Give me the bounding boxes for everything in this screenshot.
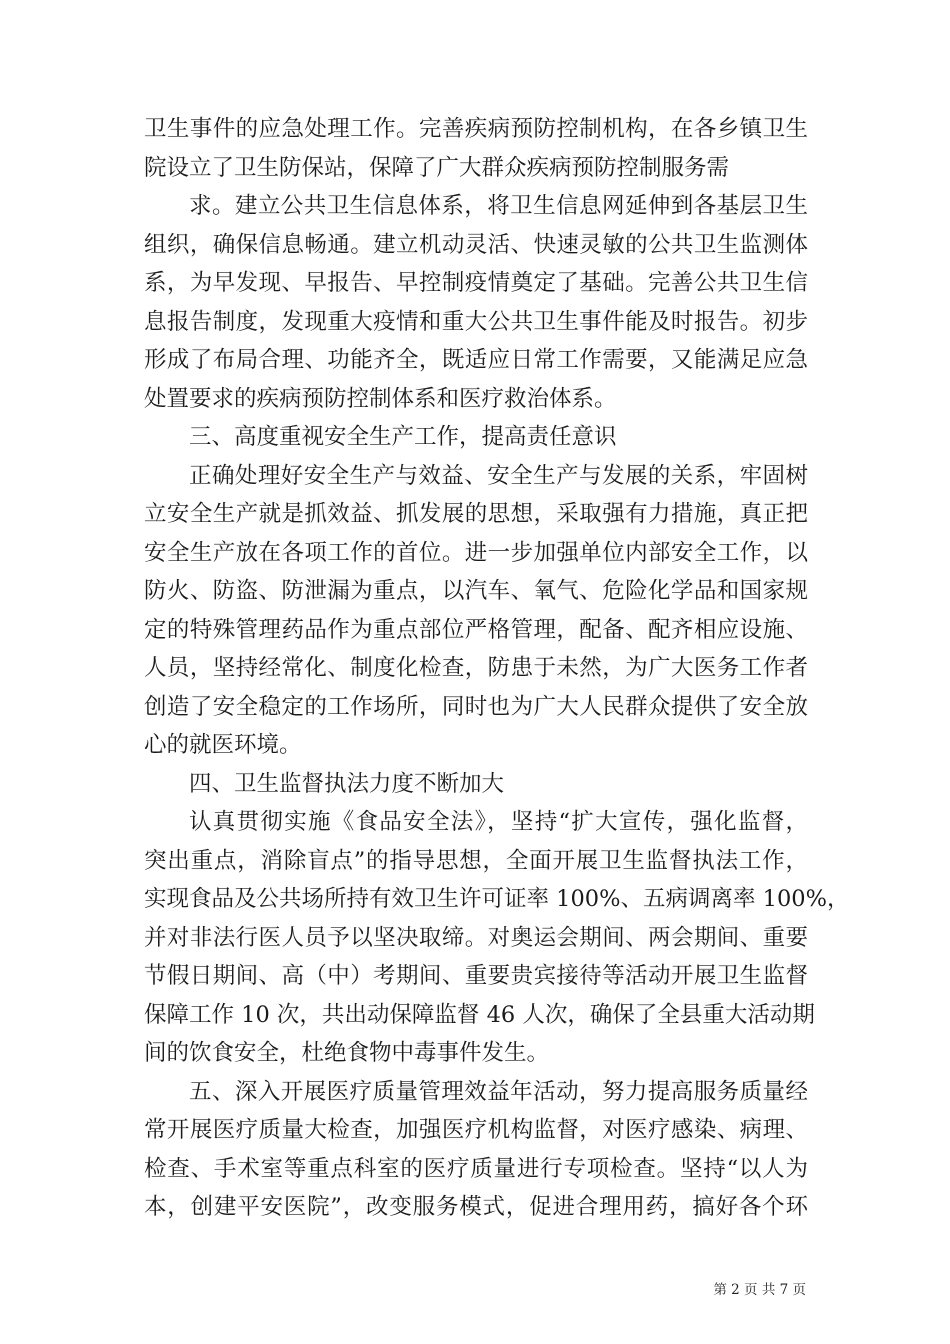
text-line: 实现食品及公共场所持有效卫生许可证率 100%、五病调离率 100%， (144, 886, 850, 912)
text-line: 处置要求的疾病预防控制体系和医疗救治体系。 (144, 385, 617, 412)
text-line: 并对非法行医人员予以坚决取缔。对奥运会期间、两会期间、重要 (144, 924, 808, 951)
text-line: 认真贯彻实施《食品安全法》，坚持“扩大宣传，强化监督， (189, 809, 808, 835)
text-line: 人员，坚持经常化、制度化检查，防患于未然，为广大医务工作者 (144, 655, 808, 681)
text-line: 卫生事件的应急处理工作。完善疾病预防控制机构，在各乡镇卫生 (144, 116, 808, 142)
text-line: 间的饮食安全，杜绝食物中毒事件发生。 (144, 1040, 550, 1066)
text-line: 保障工作 10 次，共出动保障监督 46 人次，确保了全县重大活动期 (144, 1001, 815, 1028)
text-line: 院设立了卫生防保站，保障了广大群众疾病预防控制服务需 (144, 154, 730, 181)
text-line: 定的特殊管理药品作为重点部位严格管理，配备、配齐相应设施、 (144, 616, 808, 643)
text-line: 求。建立公共卫生信息体系，将卫生信息网延伸到各基层卫生 (189, 193, 808, 219)
text-line: 突出重点，消除盲点”的指导思想，全面开展卫生监督执法工作， (144, 847, 808, 874)
text-line: 心的就医环境。 (144, 732, 302, 758)
page-number: 第 2 页 共 7 页 (713, 1282, 806, 1298)
text-line: 防火、防盗、防泄漏为重点，以汽车、氧气、危险化学品和国家规 (144, 578, 808, 604)
text-line: 安全生产放在各项工作的首位。进一步加强单位内部安全工作，以 (144, 539, 808, 566)
text-line: 节假日期间、高（中）考期间、重要贵宾接待等活动开展卫生监督 (144, 963, 808, 989)
text-line: 形成了布局合理、功能齐全，既适应日常工作需要，又能满足应急 (144, 347, 808, 373)
text-line: 检查、手术室等重点科室的医疗质量进行专项检查。坚持“以人为 (144, 1155, 808, 1182)
text-line: 五、深入开展医疗质量管理效益年活动，努力提高服务质量经 (189, 1078, 808, 1105)
text-line: 立安全生产就是抓效益、抓发展的思想，采取强有力措施，真正把 (144, 501, 808, 527)
text-line: 四、卫生监督执法力度不断加大 (189, 770, 505, 797)
text-line: 组织，确保信息畅通。建立机动灵活、快速灵敏的公共卫生监测体 (144, 231, 808, 258)
text-line: 息报告制度，发现重大疫情和重大公共卫生事件能及时报告。初步 (144, 308, 808, 335)
text-line: 正确处理好安全生产与效益、安全生产与发展的关系，牢固树 (189, 462, 808, 489)
text-line: 三、高度重视安全生产工作，提高责任意识 (189, 424, 617, 450)
text-line: 系，为早发现、早报告、早控制疫情奠定了基础。完善公共卫生信 (144, 270, 808, 296)
text-line: 创造了安全稳定的工作场所，同时也为广大人民群众提供了安全放 (144, 693, 808, 720)
text-line: 常开展医疗质量大检查，加强医疗机构监督，对医疗感染、病理、 (144, 1117, 808, 1143)
text-line: 本，创建平安医院”，改变服务模式，促进合理用药，搞好各个环 (144, 1194, 808, 1220)
document-body (144, 110, 850, 1227)
